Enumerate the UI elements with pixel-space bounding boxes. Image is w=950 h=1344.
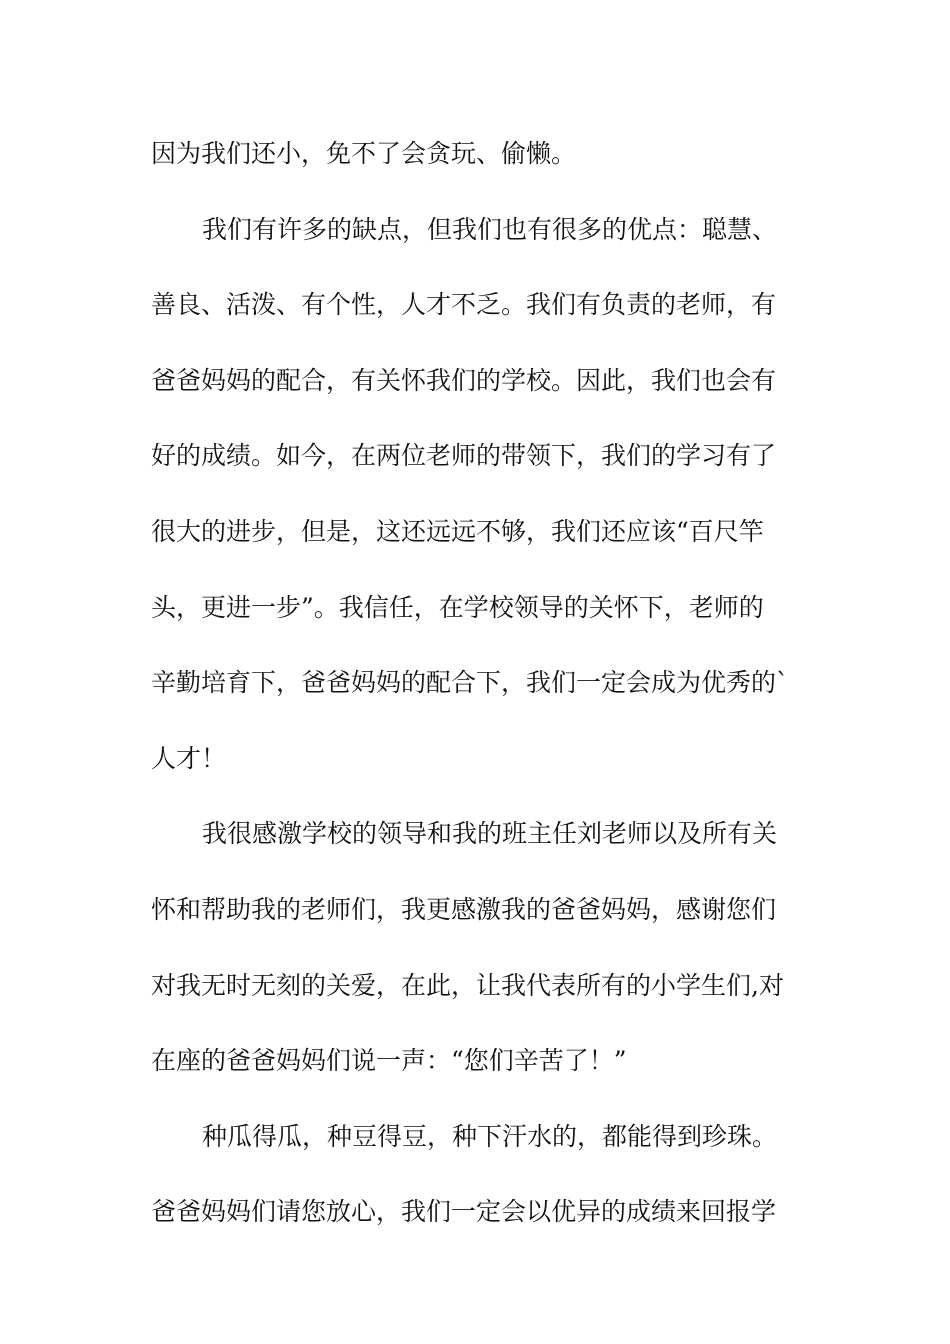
text-line: 人才！ — [151, 743, 227, 773]
text-line: 辛勤培育下，爸爸妈妈的配合下，我们一定会成为优秀的` — [151, 668, 789, 698]
text-line: 头，更进一步”。我信任，在学校领导的关怀下，老师的 — [151, 592, 764, 622]
paragraph-first-line: 我们有许多的缺点，但我们也有很多的优点：聪慧、 — [202, 214, 778, 244]
document-body — [151, 132, 811, 1266]
text-line: 对我无时无刻的关爱，在此，让我代表所有的小学生们,对 — [151, 970, 784, 1000]
text-line: 很大的进步，但是，这还远远不够，我们还应该“百尺竿 — [151, 516, 764, 546]
text-line: 怀和帮助我的老师们，我更感激我的爸爸妈妈，感谢您们 — [151, 894, 777, 924]
text-line: 在座的爸爸妈妈们说一声：“您们辛苦了！” — [151, 1046, 627, 1076]
paragraph-first-line: 我很感激学校的领导和我的班主任刘老师以及所有关 — [202, 819, 778, 849]
text-line: 好的成绩。如今，在两位老师的带领下，我们的学习有了 — [151, 441, 777, 471]
text-line: 善良、活泼、有个性，人才不乏。我们有负责的老师，有 — [151, 290, 777, 320]
paragraph-first-line: 种瓜得瓜，种豆得豆，种下汗水的，都能得到珍珠。 — [202, 1121, 778, 1151]
text-line: 爸爸妈妈们请您放心，我们一定会以优异的成绩来回报学 — [151, 1197, 777, 1227]
text-line: 爸爸妈妈的配合，有关怀我们的学校。因此，我们也会有 — [151, 365, 777, 395]
text-line: 因为我们还小，免不了会贪玩、偷懒。 — [151, 139, 577, 168]
